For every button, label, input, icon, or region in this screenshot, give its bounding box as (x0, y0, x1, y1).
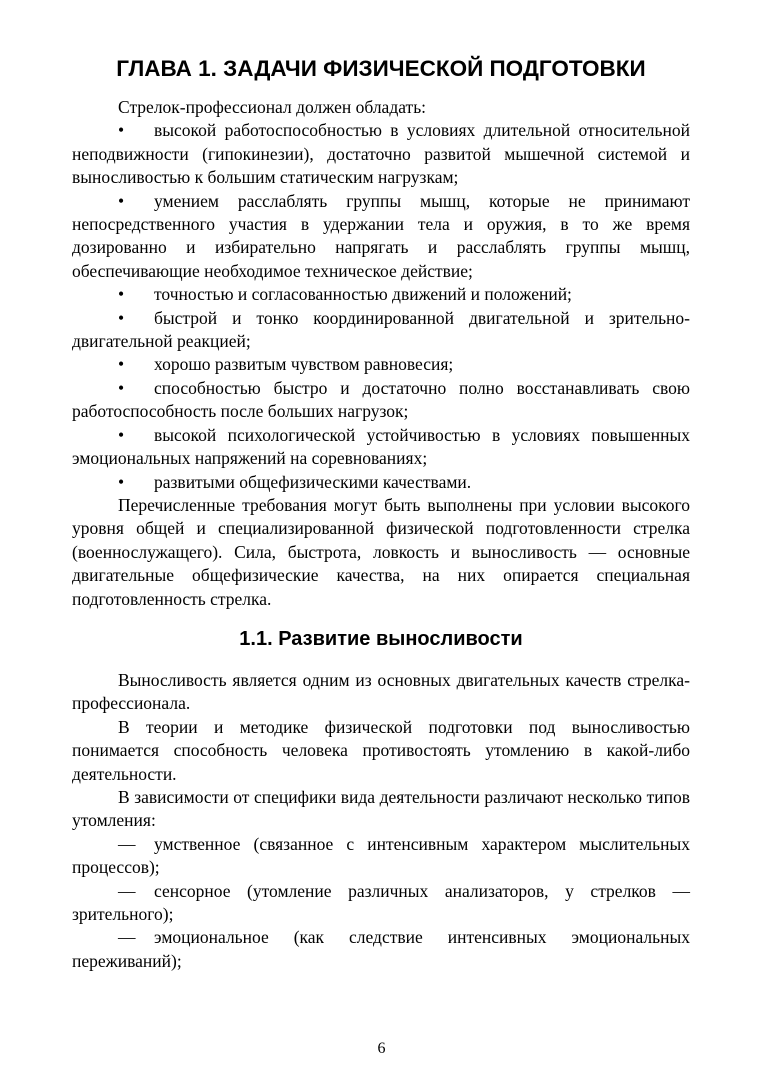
dash-item (72, 880, 690, 927)
bullet-item (72, 283, 690, 306)
bullet-text: хорошо развитым чувством равновесия; (154, 354, 454, 375)
bullet-text: развитыми общефизическими качествами. (154, 471, 472, 492)
bullet-text: высокой психологической устойчивостью в условиях повышенных эмоциональных напряжений на соревнованиях; (72, 424, 690, 469)
document-page (72, 54, 690, 973)
bullet-text: точностью и согласованностью движений и положений; (154, 284, 572, 305)
bullet-marker: • (118, 190, 125, 211)
dash-marker: — (118, 880, 136, 901)
bullet-marker: • (118, 307, 125, 328)
chapter-body (72, 96, 690, 611)
dash-text: эмоциональное (как следствие интенсивных эмоциональных переживаний); (72, 927, 690, 971)
section-paragraph: В теории и методике физической подготовки под выносливостью понимается способность человека противостоять утомлению в какой-либо деятельности. (72, 716, 690, 784)
chapter-title: ГЛАВА 1. ЗАДАЧИ ФИЗИЧЕСКОЙ ПОДГОТОВКИ (116, 56, 646, 81)
dash-item (72, 833, 690, 880)
bullet-text: высокой работоспособностью в условиях длительной относительной неподвижности (гипокинезии), достаточно развитой мышечной системой и выносливостью к большим статическим нагрузкам; (72, 120, 690, 188)
dash-item (72, 926, 690, 973)
bullet-item (72, 471, 690, 494)
page-number: 6 (377, 1040, 386, 1057)
bullet-marker: • (118, 424, 125, 445)
bullet-item (72, 307, 690, 354)
bullet-marker: • (118, 377, 125, 398)
section-body (72, 669, 690, 973)
bullet-text: умением расслаблять группы мышц, которые не принимают непосредственного участия в удержании тела и оружия, в то же время дозированно и избирательно напрягать и расслаблять группы мышц, обеспечивающие необходимое техническое действие; (72, 190, 690, 281)
bullet-text: быстрой и тонко координированной двигательной и зрительно-двигательной реакцией; (72, 307, 690, 352)
section-paragraph: В зависимости от специфики вида деятельности различают несколько типов утомления: (72, 786, 690, 831)
section-title: 1.1. Развитие выносливости (239, 627, 523, 650)
dash-marker: — (118, 927, 136, 948)
bullet-text: способностью быстро и достаточно полно восстанавливать свою работоспособность после больших нагрузок; (72, 377, 690, 422)
section-paragraph: Выносливость является одним из основных двигательных качеств стрелка-профессионала. (72, 669, 690, 714)
bullet-marker: • (118, 284, 125, 305)
bullet-marker: • (118, 120, 125, 141)
summary-paragraph: Перечисленные требования могут быть выполнены при условии высокого уровня общей и специализированной физической подготовленности стрелка (военнослужащего). Сила, быстрота, ловкость и выносливость — основные двигательные общефизические качества, на них опирается специальная подготовленность стрелка. (72, 494, 690, 609)
bullet-marker: • (118, 354, 125, 375)
bullet-item (72, 377, 690, 424)
bullet-item (72, 353, 690, 376)
dash-text: сенсорное (утомление различных анализаторов, у стрелков — зрительного); (72, 880, 690, 924)
dash-marker: — (118, 833, 136, 854)
dash-text: умственное (связанное с интенсивным характером мыслительных процессов); (72, 833, 690, 878)
bullet-item (72, 424, 690, 471)
bullet-item (72, 190, 690, 284)
bullet-marker: • (118, 471, 125, 492)
bullet-item (72, 119, 690, 189)
intro-paragraph: Стрелок-профессионал должен обладать: (118, 97, 427, 117)
